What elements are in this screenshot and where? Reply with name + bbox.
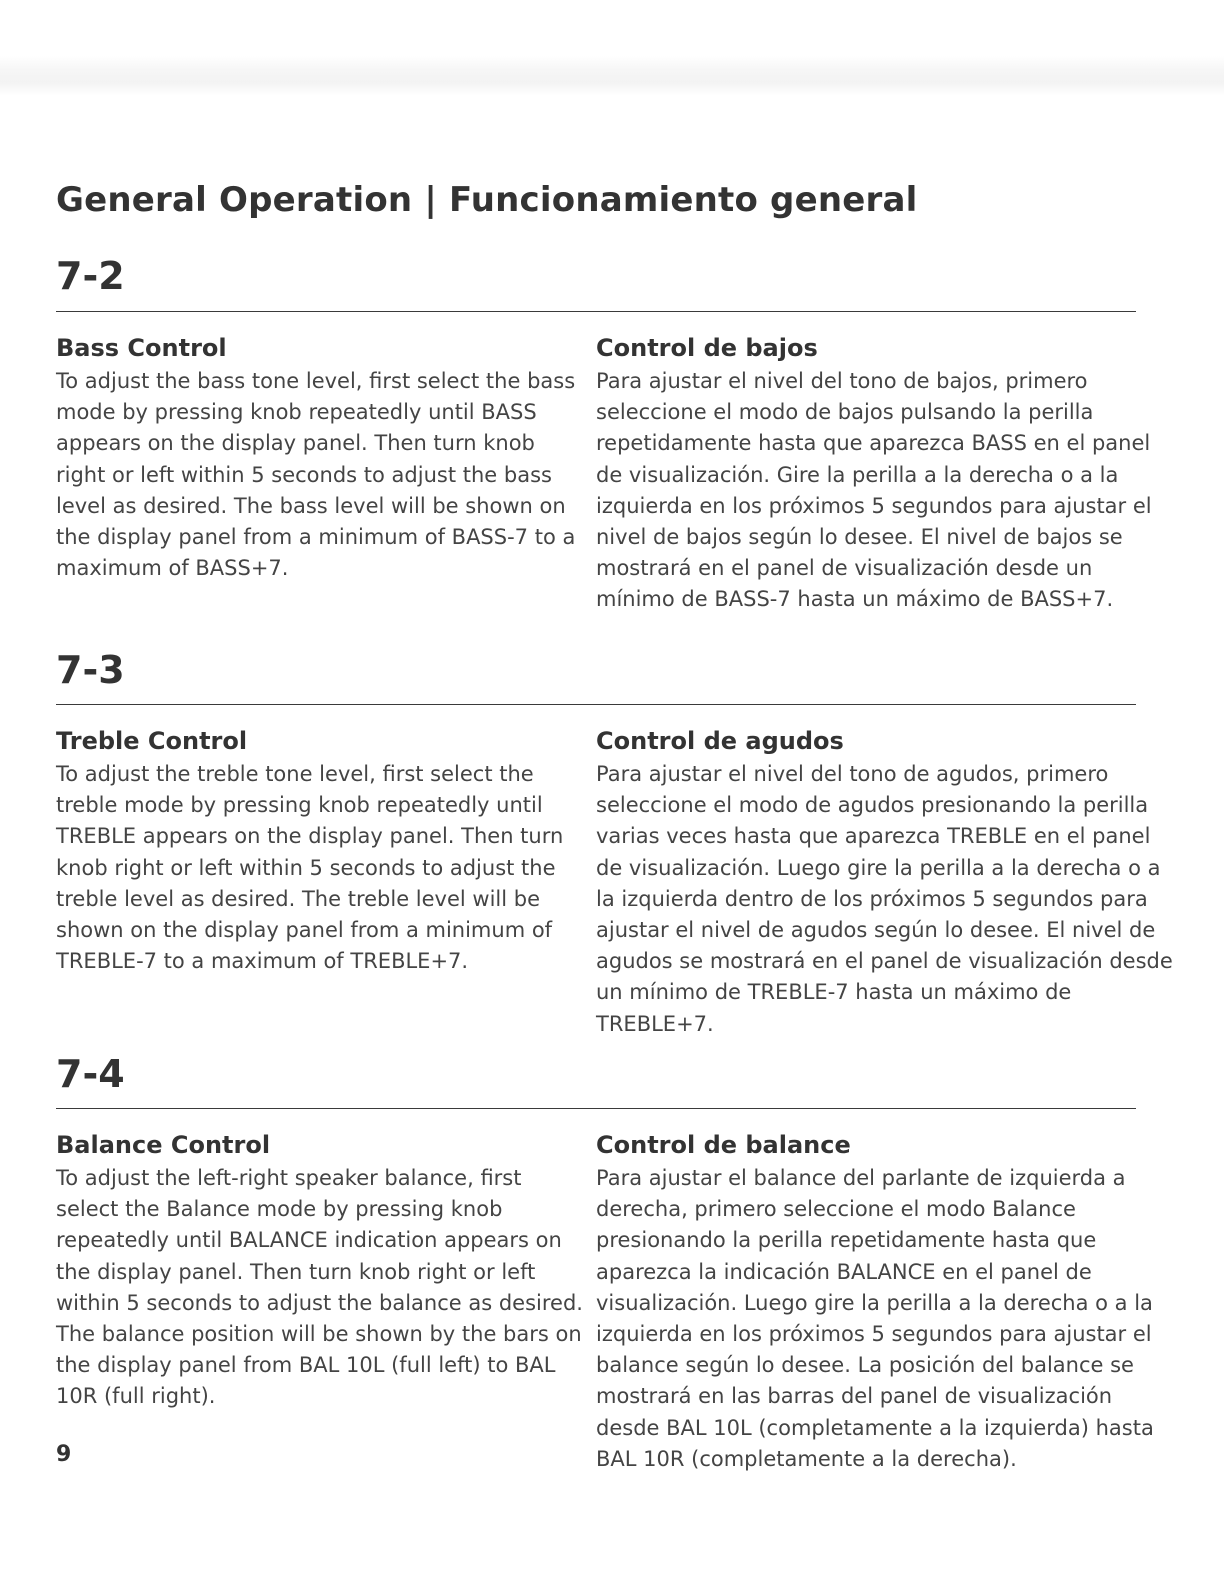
control-de-balance-body: Para ajustar el balance del parlante de izquierda a derecha, primero seleccione el modo Balance presionando la perilla repetidamente hasta que aparezca la indicación BALANCE en el panel de visualización. Luego gire la perilla a la derecha o a la izquierda en los próximos 5 segundos para ajustar el balance según lo desee. La posición del balance se mostrará en las barras del panel de visualización desde BAL 10L (completamente a la izquierda) hasta BAL 10R (completamente a la derecha). xyxy=(596,1166,1154,1471)
control-de-bajos-spanish xyxy=(596,333,1176,616)
bass-control-body: To adjust the bass tone level, first select the bass mode by pressing knob repeatedly until BASS appears on the display panel. Then turn knob right or left within 5 seconds to adjust the bass level as desired. The bass level will be shown on the display panel from a minimum of BASS-7 to a maximum of BASS+7. xyxy=(56,369,576,581)
section-number-7-2: 7-2 xyxy=(56,254,125,298)
page-number: 9 xyxy=(56,1442,72,1467)
control-de-bajos-body: Para ajustar el nivel del tono de bajos, primero seleccione el modo de bajos pulsando la perilla repetidamente hasta que aparezca BASS en el panel de visualización. Gire la perilla a la derecha o a la izquierda en los próximos 5 segundos para ajustar el nivel de bajos según lo desee. El nivel de bajos se mostrará en el panel de visualización desde un mínimo de BASS-7 hasta un máximo de BASS+7. xyxy=(596,369,1152,612)
section-divider xyxy=(56,311,1136,312)
section-number-7-4: 7-4 xyxy=(56,1052,125,1096)
bass-control-heading: Bass Control xyxy=(56,334,227,362)
treble-control-english xyxy=(56,726,586,977)
scan-shading-band xyxy=(0,56,1224,96)
balance-control-heading: Balance Control xyxy=(56,1131,271,1159)
control-de-balance-heading: Control de balance xyxy=(596,1131,851,1159)
control-de-balance-spanish xyxy=(596,1130,1176,1475)
bass-control-english xyxy=(56,333,586,584)
balance-control-body: To adjust the left-right speaker balance, first select the Balance mode by pressing knob repeatedly until BALANCE indication appears on the display panel. Then turn knob right or left within 5 seconds to adjust the balance as desired. The balance position will be shown by the bars on the display panel from BAL 10L (full left) to BAL 10R (full right). xyxy=(56,1166,583,1409)
section-number-7-3: 7-3 xyxy=(56,648,125,692)
balance-control-english xyxy=(56,1130,586,1413)
section-divider xyxy=(56,1108,1136,1109)
control-de-agudos-heading: Control de agudos xyxy=(596,727,844,755)
page-title: General Operation | Funcionamiento general xyxy=(56,180,918,220)
treble-control-body: To adjust the treble tone level, first select the treble mode by pressing knob repeatedly until TREBLE appears on the display panel. Then turn knob right or left within 5 seconds to adjust the treble level as desired. The treble level will be shown on the display panel from a minimum of TREBLE-7 to a maximum of TREBLE+7. xyxy=(56,762,564,974)
control-de-bajos-heading: Control de bajos xyxy=(596,334,818,362)
control-de-agudos-spanish xyxy=(596,726,1176,1040)
section-divider xyxy=(56,704,1136,705)
control-de-agudos-body: Para ajustar el nivel del tono de agudos, primero seleccione el modo de agudos presionando la perilla varias veces hasta que aparezca TREBLE en el panel de visualización. Luego gire la perilla a la derecha o a la izquierda dentro de los próximos 5 segundos para ajustar el nivel de agudos según lo desee. El nivel de agudos se mostrará en el panel de visualización desde un mínimo de TREBLE-7 hasta un máximo de TREBLE+7. xyxy=(596,762,1173,1036)
treble-control-heading: Treble Control xyxy=(56,727,248,755)
